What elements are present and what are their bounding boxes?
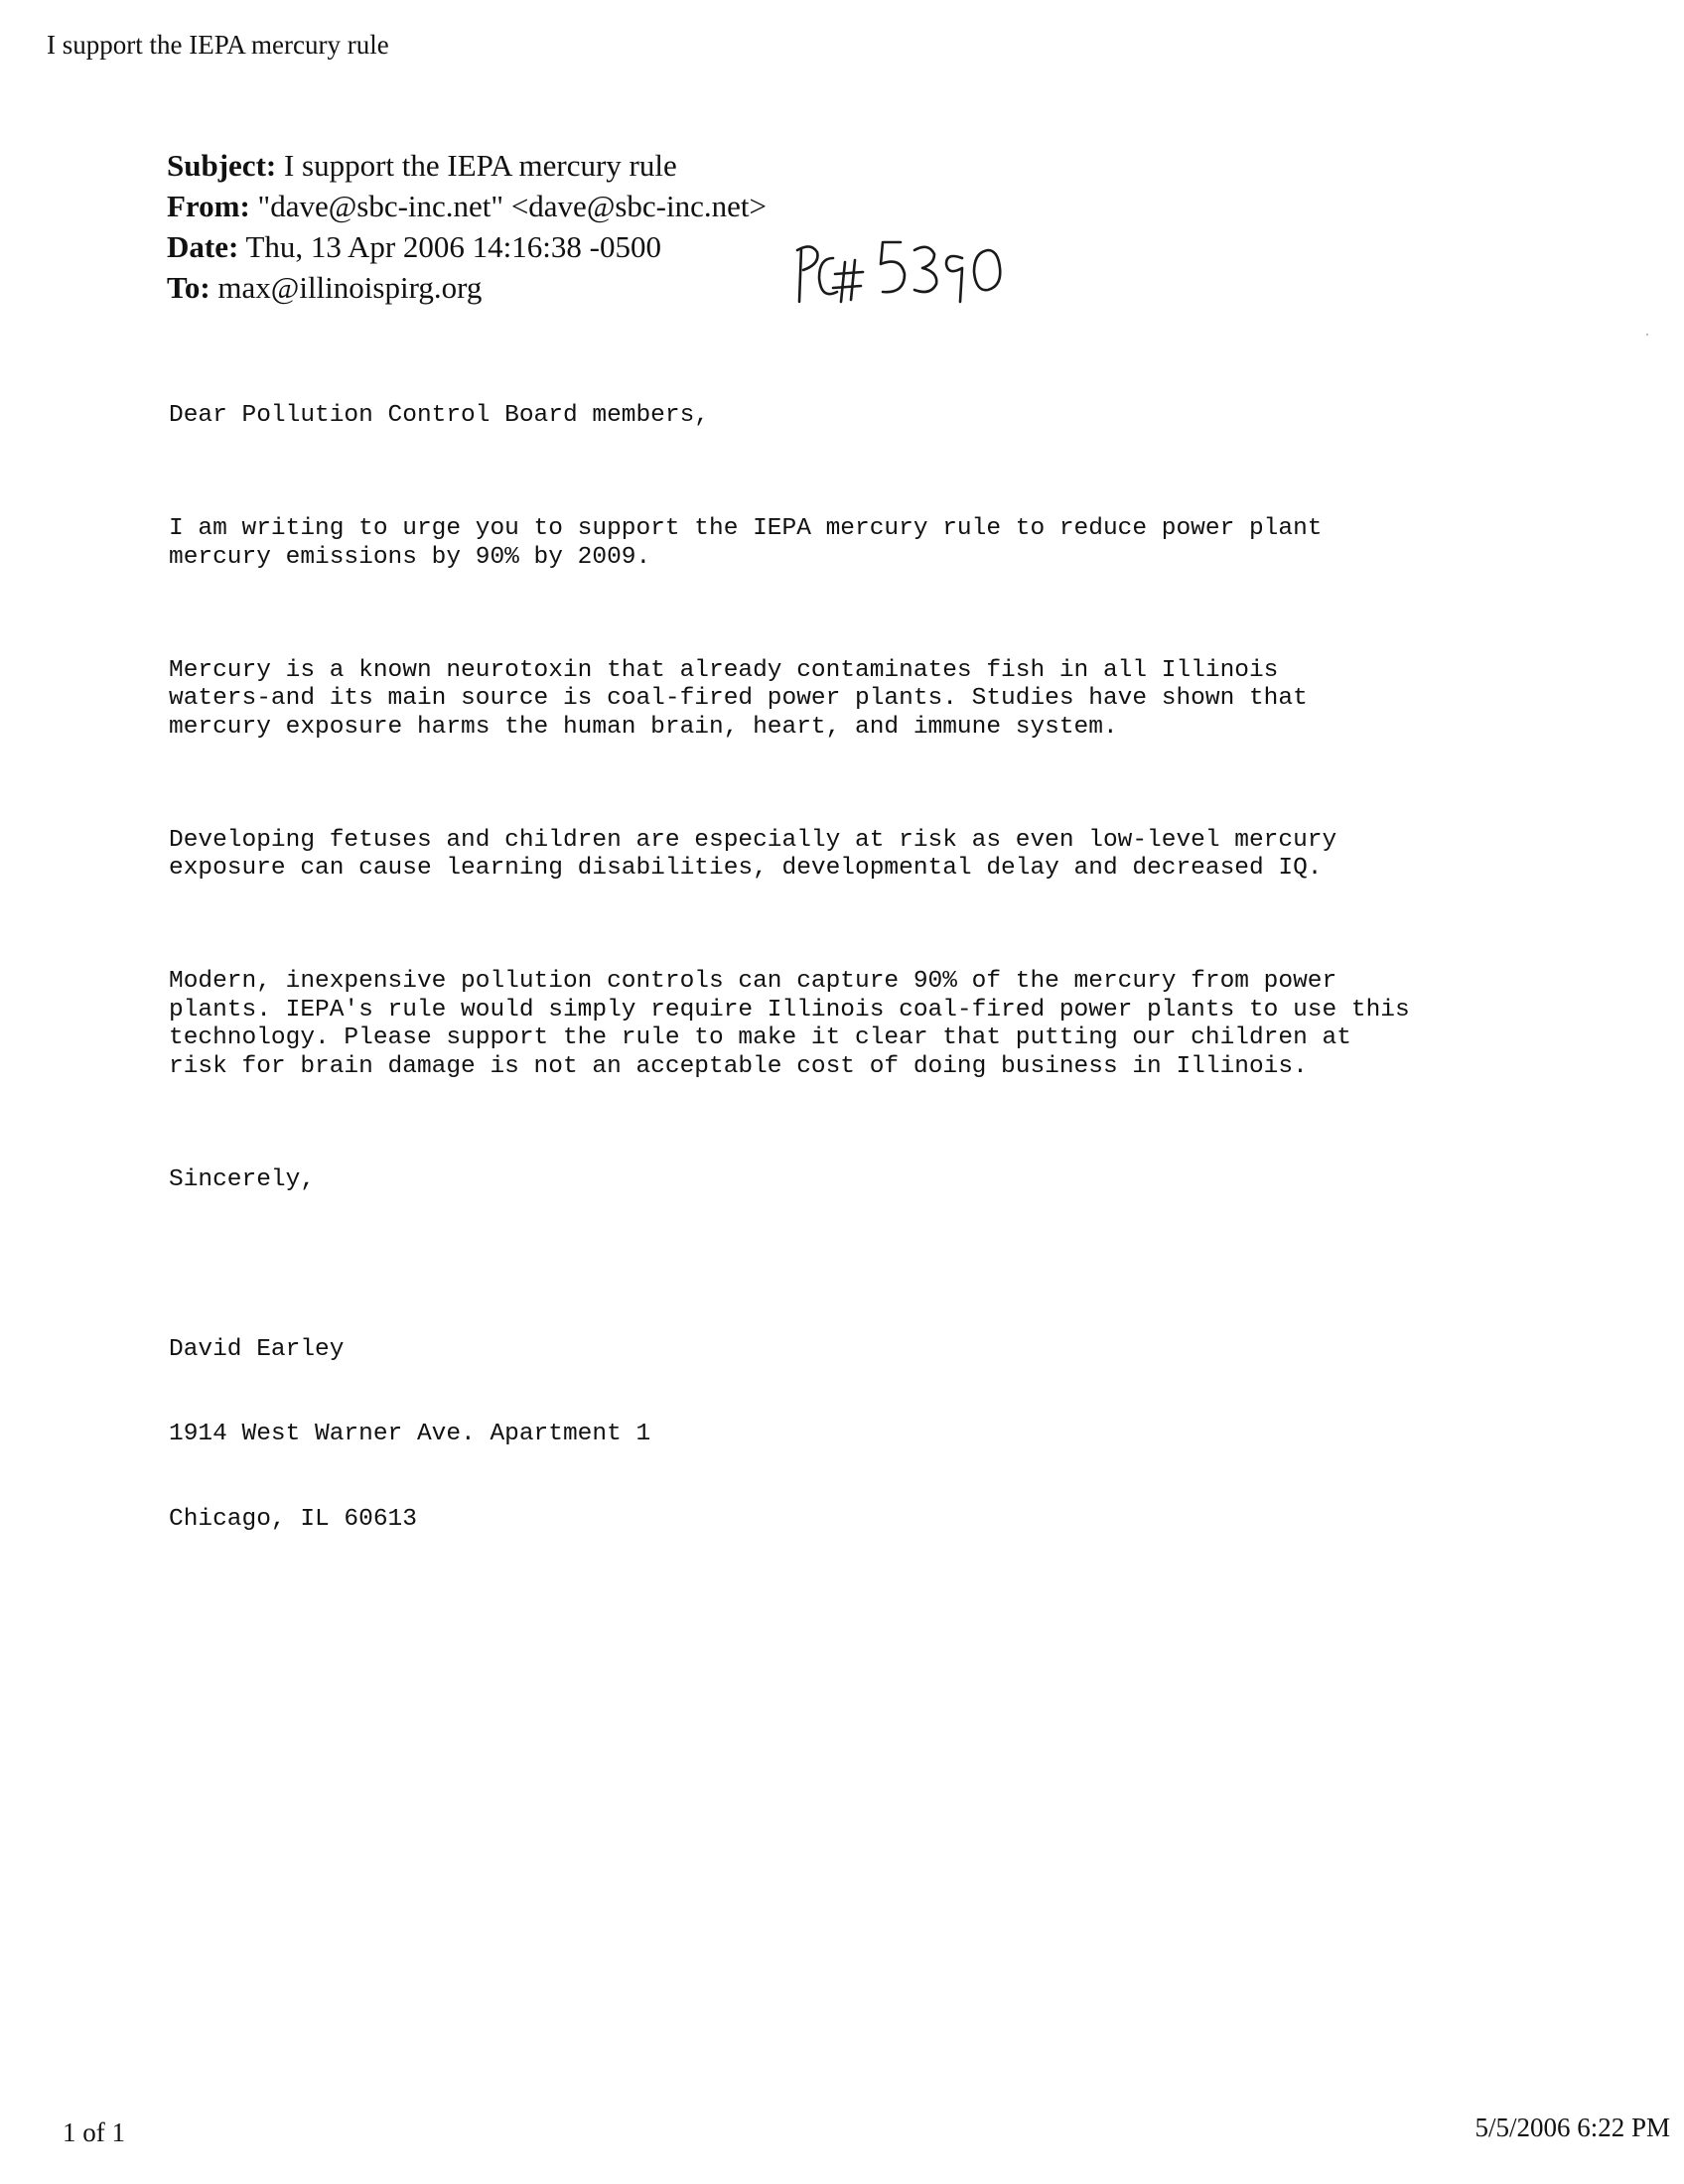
from-label: From: [167,189,250,223]
signature-name: David Earley [169,1335,345,1363]
closing: Sincerely, [169,1165,316,1193]
salutation: Dear Pollution Control Board members, [169,402,709,429]
date-value: Thu, 13 Apr 2006 14:16:38 -0500 [245,229,661,264]
date-label: Date: [167,229,239,264]
subject-label: Subject: [167,148,277,183]
scan-speck [1646,334,1648,336]
subject-value: I support the IEPA mercury rule [283,148,677,183]
date-line [167,226,767,267]
body-paragraph-1: I am writing to urge you to support the IEPA mercury rule to reduce power plant mercury emissions by 90% by 2009. [169,515,1323,571]
from-line [167,186,767,226]
signature-address-line1: 1914 West Warner Ave. Apartment 1 [169,1421,651,1447]
print-header-title: I support the IEPA mercury rule [47,30,389,60]
handwritten-annotation [789,230,1038,310]
signature-address-line2: Chicago, IL 60613 [169,1505,417,1533]
body-paragraph-3: Developing fetuses and children are especially at risk as even low-level mercury exposure can cause learning disabilities, developmental delay and decreased IQ. [169,826,1337,882]
from-value: "dave@sbc-inc.net" <dave@sbc-inc.net> [257,189,767,223]
signature-block [169,1280,1410,1591]
to-value: max@illinoispirg.org [217,270,483,305]
to-line [167,267,767,308]
print-timestamp: 5/5/2006 6:22 PM [1474,2113,1670,2142]
subject-line [167,145,767,186]
page-number: 1 of 1 [63,2117,125,2147]
email-body [169,345,1410,1619]
body-paragraph-4: Modern, inexpensive pollution controls can capture 90% of the mercury from power plants. IEPA's rule would simply require Illinois coal-fired power plants to use this technology. Please support the rule to make it clear that putting our children at risk for brain damage is not an acceptable cost of doing business in Illinois. [169,968,1410,1080]
email-headers [167,145,767,308]
body-paragraph-2: Mercury is a known neurotoxin that already contaminates fish in all Illinois waters-and its main source is coal-fired power plants. Studies have shown that mercury exposure harms the human brain, heart, and immune system. [169,656,1308,741]
to-label: To: [167,270,210,305]
